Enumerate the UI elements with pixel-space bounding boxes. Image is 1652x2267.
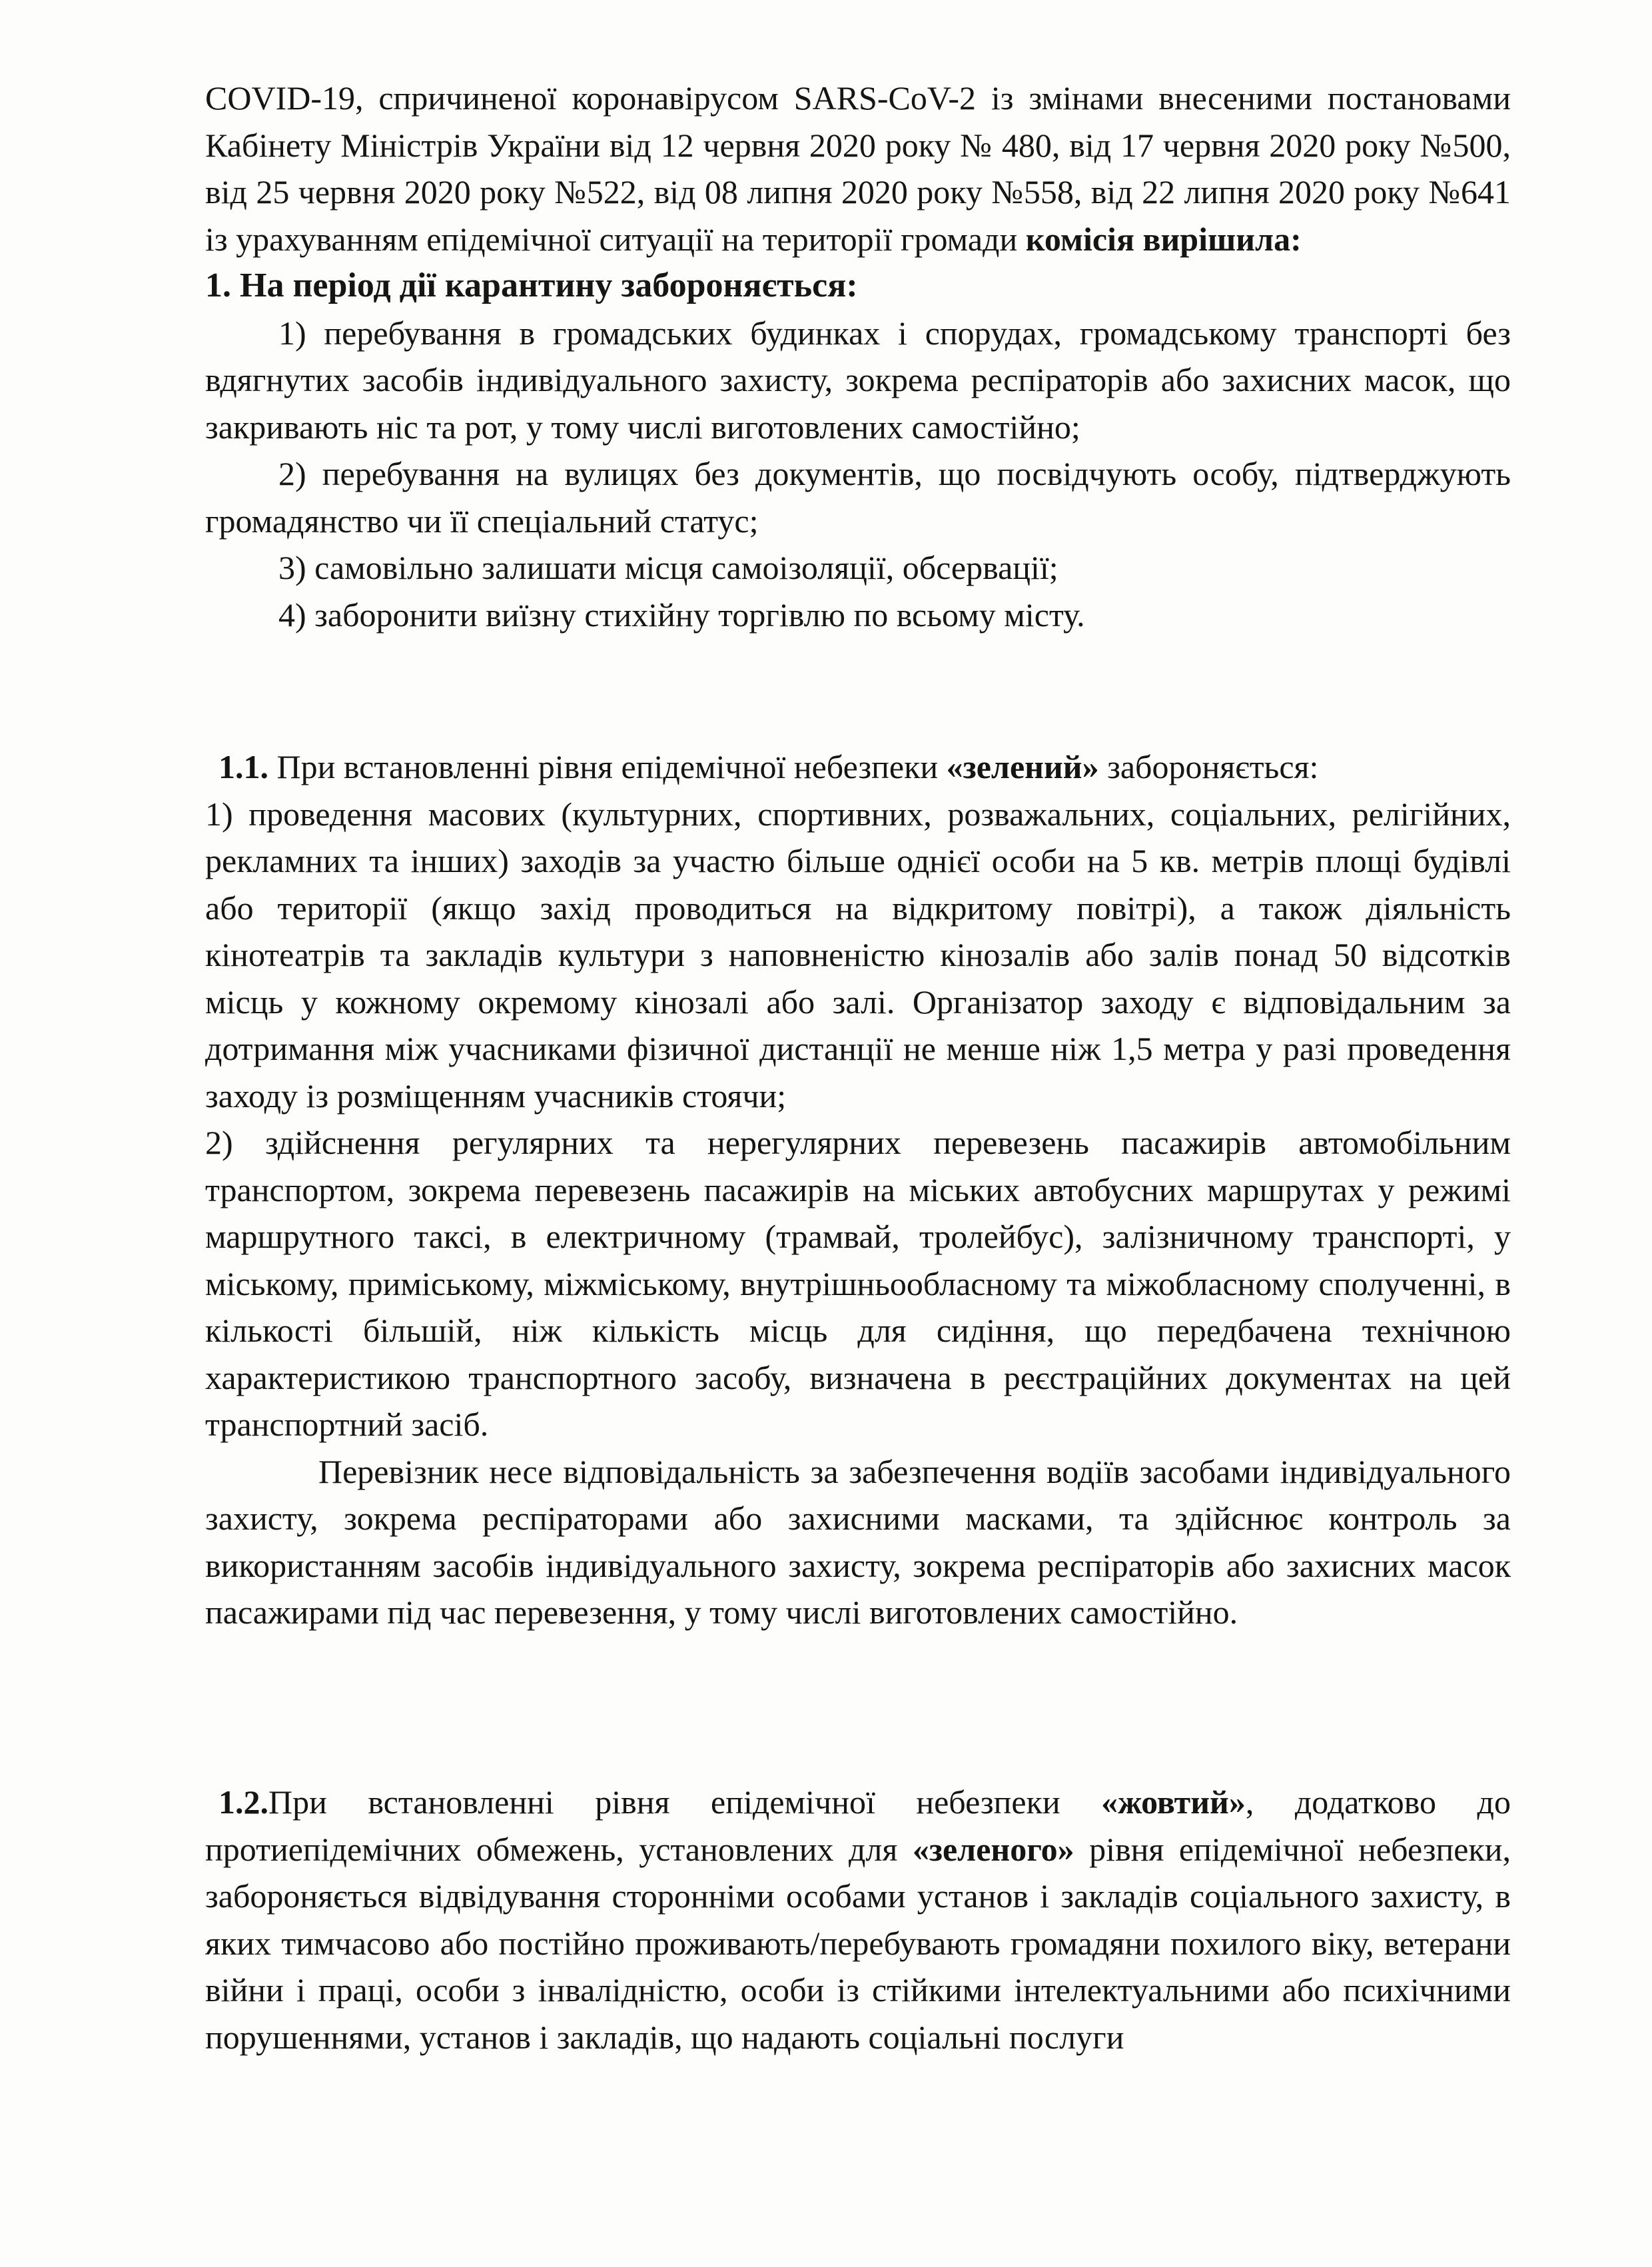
intro-block <box>205 75 1511 638</box>
section-1-2-lead: При встановленні рівня епідемічної небезпеки <box>268 1783 1102 1821</box>
section-1-1-lead: При встановленні рівня епідемічної небезпеки <box>268 748 947 785</box>
section-1-2-number: 1.2. <box>218 1783 268 1821</box>
section-1-1-item-1: 1) проведення масових (культурних, спортивних, розважальних, соціальних, релігійних, рекламних та інших) заходів за участю більше однієї особи на 5 кв. метрів площі будівлі або території (якщо захід проводиться на відкритому повітрі), а також діяльність кінотеатрів та закладів культури з наповненістю кінозалів або залів понад 50 відсотків місць у кожному окремому кінозалі або залі. Організатор заходу є відповідальним за дотримання між учасниками фізичної дистанції не менше ніж 1,5 метра у разі проведення заходу із розміщенням учасників стоячи; <box>205 795 1511 1115</box>
section-1-1-block <box>205 743 1511 1636</box>
level-green: «зелений» <box>946 748 1099 785</box>
intro-text: COVID-19, спричиненої коронавірусом SARS-CoV-2 із змінами внесеними постановами Кабінету Міністрів України від 12 червня 2020 року № 480, від 17 червня 2020 року №500, від 25 червня 2020 року №522, від 08 липня 2020 року №558, від 22 липня 2020 року №641 із урахуванням епідемічної ситуації на території громади <box>205 79 1511 258</box>
level-green-ref: «зеленого» <box>912 1830 1074 1868</box>
section-1-1-number: 1.1. <box>218 748 268 785</box>
section-1-item-2: 2) перебування на вулицях без документів, що посвідчують особу, підтверджують громадянство чи її спеціальний статус; <box>205 455 1511 540</box>
level-yellow: «жовтий» <box>1101 1783 1246 1821</box>
section-1-item-3: 3) самовільно залишати місця самоізоляції, обсервації; <box>278 549 1058 586</box>
section-1-2-mid: , додатково до протиепідемічних обмежень, установлених для <box>205 1783 1511 1868</box>
carrier-paragraph: Перевізник несе відповідальність за забезпечення водіїв засобами індивідуального захисту, зокрема респіраторами або захисними масками, та здійснює контроль за використанням засобів індивідуального захисту, зокрема респіраторів або захисних масок пасажирами під час перевезення, у тому числі виготовлених самостійно. <box>205 1452 1511 1631</box>
section-1-heading: 1. На період дії карантину забороняється: <box>205 266 858 304</box>
section-1-1-heading <box>205 743 1511 791</box>
section-1-2-tail: рівня епідемічної небезпеки, забороняється відвідування сторонніми особами установ і закладів соціального захисту, в яких тимчасово або постійно проживають/перебувають громадяни похилого віку, ветерани війни і праці, особи з інвалідністю, особи із стійкими інтелектуальними або психічними порушеннями, установ і закладів, що надають соціальні послуги <box>205 1830 1511 2056</box>
decision-phrase: комісія вирішила: <box>1025 220 1302 258</box>
section-1-2-block <box>205 1779 1511 2060</box>
section-1-2-paragraph <box>205 1779 1511 2060</box>
section-1-item-1: 1) перебування в громадських будинках і спорудах, громадському транспорті без вдягнутих засобів індивідуального захисту, зокрема респіраторів або захисних масок, що закривають ніс та рот, у тому числі виготовлених самостійно; <box>205 314 1511 446</box>
section-1-1-tail: забороняється: <box>1098 748 1319 785</box>
section-1-1-item-2: 2) здійснення регулярних та нерегулярних перевезень пасажирів автомобільним транспортом, зокрема перевезень пасажирів на міських автобусних маршрутах у режимі маршрутного таксі, в електричному (трамвай, тролейбус), залізничному транспорті, у міському, приміському, міжміському, внутрішньообласному та міжобласному сполученні, в кількості більшій, ніж кількість місць для сидіння, що передбачена технічною характеристикою транспортного засобу, визначена в реєстраційних документах на цей транспортний засіб. <box>205 1124 1511 1443</box>
intro-paragraph <box>205 75 1511 262</box>
section-1-item-4: 4) заборонити виїзну стихійну торгівлю по всьому місту. <box>278 596 1085 634</box>
